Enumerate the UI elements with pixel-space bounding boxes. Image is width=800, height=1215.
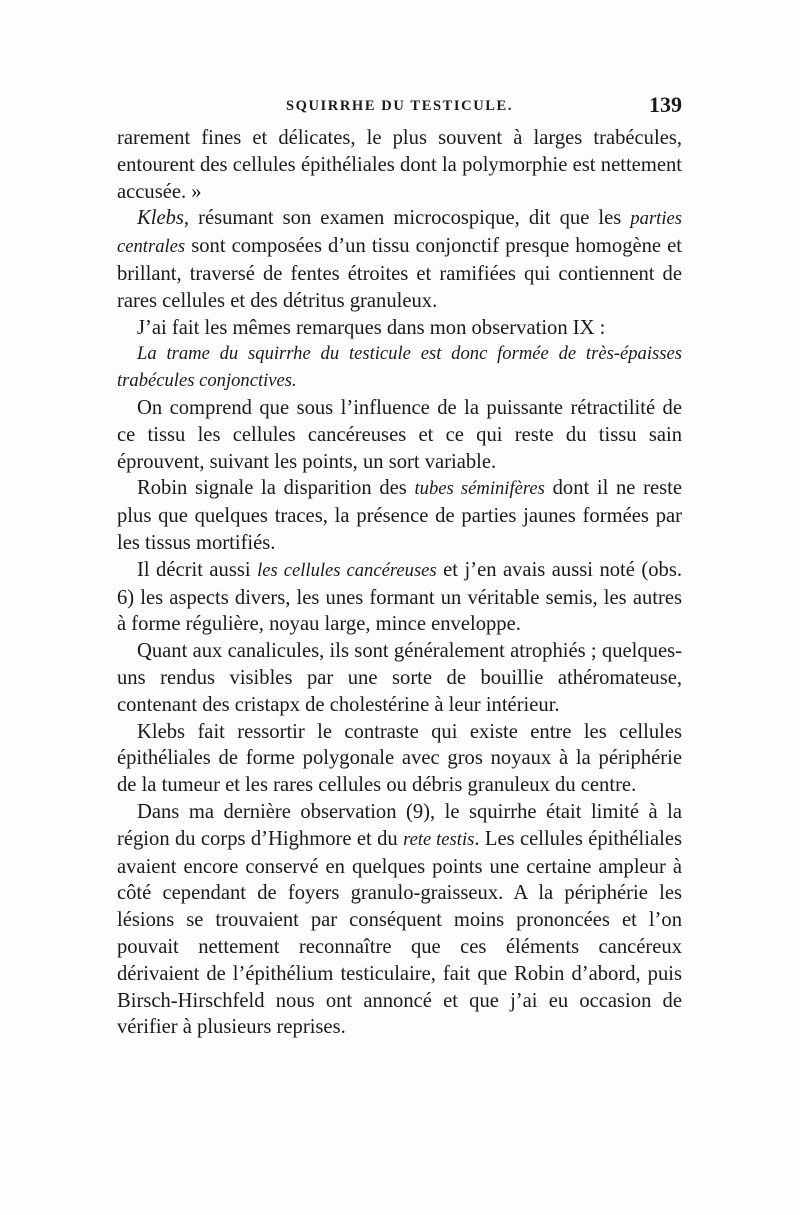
emphasis-text: les cellules cancéreuses: [257, 559, 437, 581]
paragraph-retractility: On comprend que sous l’influence de la puissante rétractilité de ce tissu les cellules cancéreuses et ce qui reste du tissu sain éprouvent, suivant les points, un sort variable.: [117, 396, 682, 473]
page-number: 139: [649, 92, 682, 117]
author-name: Klebs: [137, 207, 184, 230]
paragraph-contraste: Klebs fait ressortir le contraste qui existe entre les cellules épithéliales de forme polygonale avec gros noyaux à la périphérie de la tumeur et les rares cellules ou débris granuleux du centre.: [117, 720, 682, 797]
page-body: [117, 125, 682, 1041]
paragraph-klebs-summary: Klebs, résumant son examen microcospique, dit que les parties centrales sont composées d’un tissu conjonctif presque homogène et brillant, traversé de fentes étroites et ramifiées qui contiennent de rares cellules et des détritus granuleux.: [117, 207, 682, 312]
paragraph-observation-ix: J’ai fait les mêmes remarques dans mon observation IX :: [137, 316, 606, 339]
emphasis-text: rete testis: [403, 828, 475, 850]
paragraph-cellules: Il décrit aussi les cellules cancéreuses et j’en avais aussi noté (obs. 6) les aspects divers, les unes formant un véritable semis, les autres à forme régulière, noyau large, mince enveloppe.: [117, 558, 682, 636]
paragraph-canalicules: Quant aux canalicules, ils sont généralement atrophiés ; quelques-uns rendus visibles par une sorte de bouillie athéromateuse, contenant des cristapx de cholestérine à leur intérieur.: [117, 640, 682, 716]
emphasis-text: parties centrales: [117, 208, 682, 258]
page-header: [117, 92, 682, 122]
paragraph-continuation: rarement fines et délicates, le plus souvent à larges trabécules, entourent des cellules épithéliales dont la polymorphie est nettement accusée. »: [117, 127, 682, 203]
emphasis-text: tubes séminifères: [414, 478, 545, 500]
paragraph-derniere-observation: Dans ma dernière observation (9), le squirrhe était limité à la région du corps d’Highmore et du rete testis. Les cellules épithéliales avaient encore conservé en quelques points une certaine ampleur à côté cependant de foyers granulo-graisseux. A la périphérie les lésions se trouvaient par conséquent moins prononcées et l’on pouvait nettement reconnaître que ces éléments cancéreux dérivaient de l’épithélium testiculaire, fait que Robin d’abord, puis Birsch-Hirschfeld nous ont annoncé et que j’ai eu occasion de vérifier à plusieurs reprises.: [117, 800, 682, 1039]
running-title: SQUIRRHE DU TESTICULE.: [285, 98, 514, 114]
paragraph-conclusion: La trame du squirrhe du testicule est donc formée de très-épaisses trabécules conjonctives.: [117, 343, 682, 392]
paragraph-robin: Robin signale la disparition des tubes séminifères dont il ne reste plus que quelques traces, la présence de parties jaunes formées par les tissus mortifiés.: [117, 477, 683, 554]
